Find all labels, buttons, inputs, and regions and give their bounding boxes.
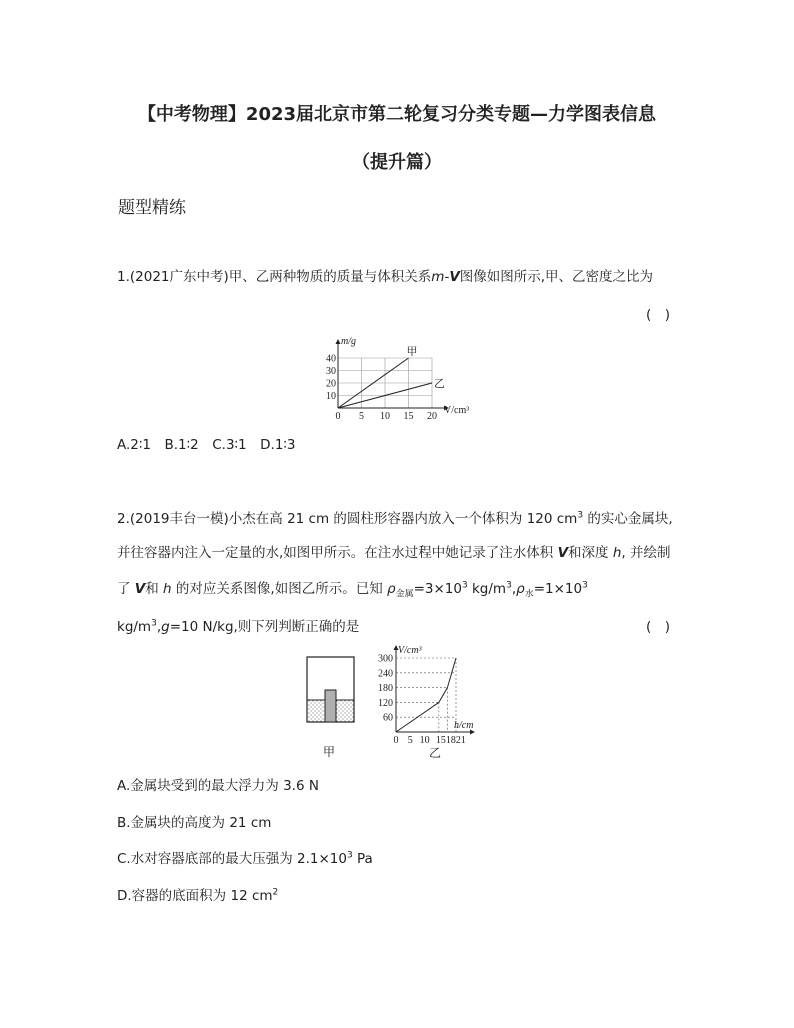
- c1-x-tick-label: 0: [335, 411, 341, 422]
- q1-text-b: 图像如图所示,甲、乙密度之比为: [459, 269, 654, 285]
- q2-var-v: V: [557, 545, 569, 561]
- q2-text: 小杰在高 21 cm 的圆柱形容器内放入一个体积为 120 cm: [228, 511, 578, 527]
- c2-series-line: [396, 658, 456, 732]
- c2-guides: [396, 658, 456, 732]
- q2-option-a: A.金属块受到的最大浮力为 3.6 N: [117, 778, 319, 794]
- label-yi: 乙: [429, 746, 442, 760]
- metal-block: [325, 690, 336, 722]
- q2-text: 的实心金属块,: [583, 511, 673, 527]
- q2-text: =3×10: [413, 581, 462, 597]
- c2-x-axis-label: h/cm: [454, 720, 474, 731]
- q2-source: (2019丰台一模): [129, 511, 229, 527]
- q2-line-1: [117, 507, 673, 527]
- q2-container-diagram: [300, 652, 370, 762]
- page-subtitle: （提升篇）: [352, 152, 442, 173]
- c1-tick-labels: [326, 354, 437, 423]
- c2-x-tick-label: 10: [419, 735, 430, 746]
- c1-y-arrow: [336, 339, 341, 344]
- c1-y-tick-label: 20: [326, 378, 336, 390]
- q2-sup: 2: [272, 887, 279, 898]
- q2-text: ,: [156, 619, 162, 635]
- q2-number: 2.: [117, 511, 130, 527]
- section-heading: 题型精练: [118, 198, 186, 218]
- q2-line-2: [117, 541, 671, 561]
- c2-y-tick-label: 240: [378, 668, 393, 680]
- label-jia: 甲: [323, 745, 336, 759]
- q2-text: =10 N/kg,则下列判断正确的是: [169, 619, 360, 635]
- q1-text-a: 甲、乙两种物质的质量与体积关系: [228, 269, 432, 285]
- page-title: 【中考物理】2023届北京市第二轮复习分类专题—力学图表信息: [137, 104, 657, 125]
- q1-options: A.2∶1 B.1∶2 C.3∶1 D.1∶3: [117, 437, 296, 453]
- q2-var-v: V: [134, 581, 146, 597]
- q2-text: Pa: [352, 851, 373, 867]
- c1-x-axis-label: V/cm³: [444, 405, 470, 416]
- q2-text: =1×10: [533, 581, 583, 597]
- q2-var-h: h: [163, 581, 172, 597]
- q2-chart: [368, 644, 493, 764]
- q1-var-m: m: [431, 269, 445, 285]
- c1-grid: [338, 358, 432, 408]
- c1-y-tick-label: 10: [326, 391, 336, 402]
- q2-text: D.容器的底面积为 12 cm: [117, 888, 273, 904]
- c1-series-label-yi: 乙: [434, 378, 445, 390]
- q2-text: kg/m: [117, 619, 152, 635]
- q1-answer-paren: ( ): [646, 307, 671, 323]
- q2-sub: 金属: [395, 589, 414, 600]
- q2-var-h: h: [612, 545, 622, 561]
- c1-y-tick-label: 30: [326, 366, 336, 377]
- q2-text: C.水对容器底部的最大压强为 2.1×10: [117, 851, 347, 867]
- c1-x-tick-label: 20: [427, 411, 437, 422]
- q1-dash: -: [444, 269, 450, 285]
- q2-sup: 3: [506, 580, 512, 591]
- c2-y-tick-label: 180: [378, 683, 393, 695]
- q1-chart: [318, 336, 488, 426]
- q2-text: ,: [511, 581, 517, 597]
- q2-rho: ρ: [386, 581, 396, 597]
- c2-x-tick-label: 151821: [435, 735, 466, 746]
- c2-y-axis-label: V/cm³: [398, 645, 422, 656]
- q2-sup: 3: [461, 580, 468, 591]
- c2-y-tick-label: 300: [378, 653, 393, 665]
- q2-text: 的对应关系图像,如图乙所示。已知: [171, 581, 387, 597]
- c2-x-tick-label: 5: [407, 735, 413, 746]
- q2-sup: 3: [151, 618, 157, 629]
- q2-var-g: g: [161, 619, 170, 635]
- c2-x-tick-label: 0: [393, 735, 399, 746]
- q2-option-d: [117, 884, 278, 904]
- q2-text: kg/m: [467, 581, 507, 597]
- q2-answer-paren: ( ): [646, 619, 671, 635]
- q2-sup: 3: [577, 510, 584, 521]
- q2-text: , 并绘制: [621, 545, 671, 561]
- c1-x-tick-label: 5: [359, 411, 364, 422]
- q2-text: 和: [145, 581, 164, 597]
- q2-text: 和深度: [568, 545, 613, 561]
- q2-option-b: B.金属块的高度为 21 cm: [117, 815, 272, 831]
- c2-series: [396, 658, 456, 732]
- q2-option-c: [117, 847, 373, 867]
- q2-text: 并往容器内注入一定量的水,如图甲所示。在注水过程中她记录了注水体积: [117, 545, 558, 561]
- q2-line-4: [117, 615, 359, 635]
- q2-sub: 水: [524, 589, 534, 600]
- q2-sup: 3: [582, 580, 588, 591]
- c1-x-tick-label: 10: [380, 411, 390, 422]
- q1-var-v: V: [449, 269, 460, 285]
- q2-line-3: [117, 577, 588, 600]
- c1-y-axis-label: m/g: [341, 336, 356, 347]
- c1-x-tick-label: 15: [403, 411, 414, 422]
- c1-series-label-jia: 甲: [406, 346, 418, 358]
- c2-y-tick-label: 120: [378, 697, 393, 709]
- q1-stem: [117, 265, 653, 285]
- q2-text: 了: [117, 581, 135, 597]
- q2-sup: 3: [346, 850, 353, 861]
- q1-source: (2021广东中考): [129, 269, 229, 285]
- q2-rho: ρ: [516, 581, 525, 597]
- q1-number: 1.: [117, 269, 130, 285]
- c2-y-tick-label: 60: [383, 712, 393, 724]
- c1-y-tick-label: 40: [326, 353, 336, 365]
